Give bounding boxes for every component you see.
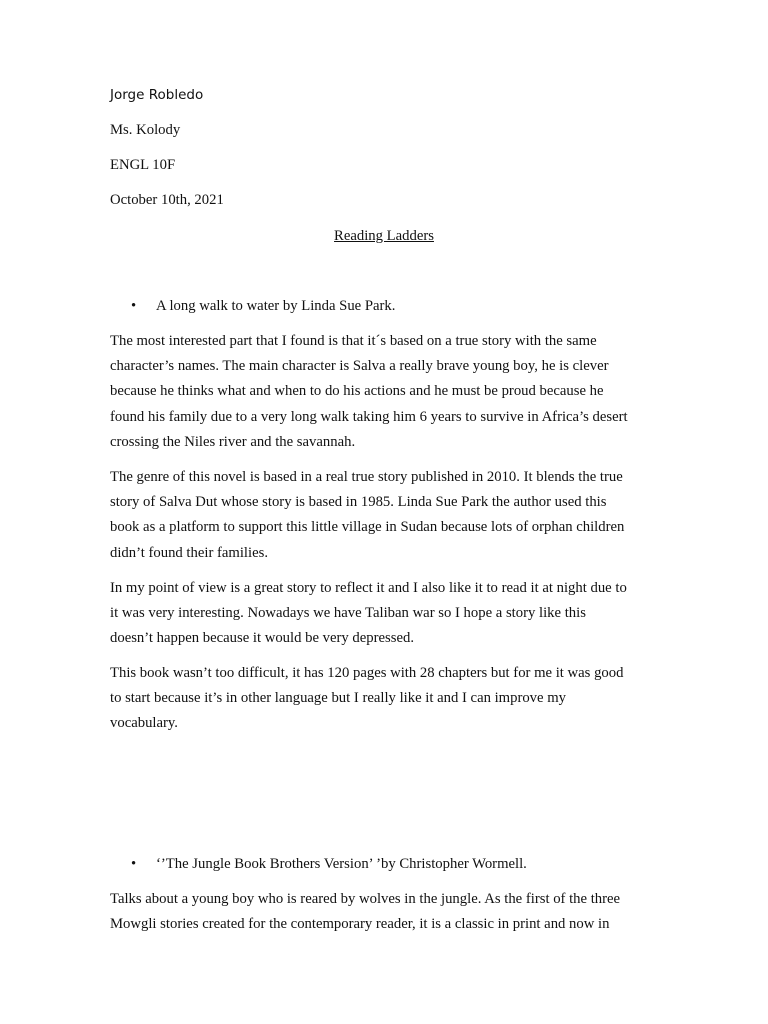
text-line: doesn’t happen because it would be very depressed. — [110, 630, 414, 647]
section1-paragraph-2 — [110, 465, 670, 566]
text-line: Mowgli stories created for the contemporary reader, it is a classic in print and now in — [110, 916, 610, 933]
document-title: Reading Ladders — [334, 228, 434, 244]
text-line: The most interested part that I found is that it´s based on a true story with the same — [110, 333, 597, 349]
text-line: crossing the Niles river and the savannah. — [110, 433, 356, 450]
text-line: In my point of view is a great story to reflect it and I also like it to read it at night due to — [110, 580, 627, 596]
text-line: to start because it’s in other language but I really like it and I can improve my — [110, 690, 566, 707]
text-line: vocabulary. — [110, 715, 178, 732]
document-date: October 10th, 2021 — [110, 192, 224, 208]
section1-paragraph-3 — [110, 576, 670, 652]
teacher-name: Ms. Kolody — [110, 122, 181, 138]
bullet-icon: • — [131, 298, 137, 314]
text-line: Talks about a young boy who is reared by wolves in the jungle. As the first of the three — [110, 891, 621, 907]
student-name: Jorge Robledo — [110, 87, 204, 103]
text-line: didn’t found their families. — [110, 544, 268, 561]
section2-paragraph-1 — [110, 887, 670, 937]
text-line: found his family due to a very long walk taking him 6 years to survive in Africa’s desert — [110, 408, 628, 425]
text-line: character’s names. The main character is Salva a really brave young boy, he is clever — [110, 358, 609, 375]
text-line: The genre of this novel is based in a real true story published in 2010. It blends the true — [110, 469, 623, 485]
section1-paragraph-1 — [110, 329, 670, 455]
text-line: story of Salva Dut whose story is based in 1985. Linda Sue Park the author used this — [110, 494, 607, 511]
text-line: because he thinks what and when to do his actions and he must be proud because he — [110, 383, 604, 400]
section1-heading: A long walk to water by Linda Sue Park. — [156, 298, 396, 314]
section2-heading: ‘’The Jungle Book Brothers Version’ ’by Christopher Wormell. — [156, 856, 527, 872]
text-line: This book wasn’t too difficult, it has 120 pages with 28 chapters but for me it was good — [110, 665, 624, 681]
text-line: it was very interesting. Nowadays we have Taliban war so I hope a story like this — [110, 605, 586, 622]
course-code: ENGL 10F — [110, 157, 176, 173]
text-line: book as a platform to support this little village in Sudan because lots of orphan children — [110, 519, 625, 536]
section1-paragraph-4 — [110, 661, 670, 737]
bullet-icon: • — [131, 856, 137, 872]
